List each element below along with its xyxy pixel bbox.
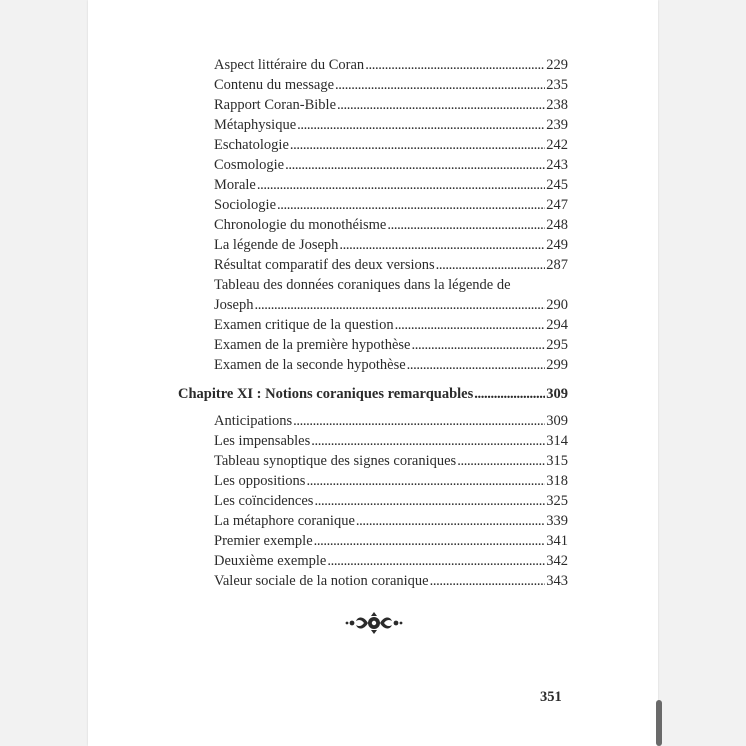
leader-dots	[387, 216, 545, 234]
toc-entry	[214, 432, 568, 450]
toc-entry	[214, 316, 568, 334]
toc-entry-title: Sociologie	[214, 197, 277, 213]
toc-entry-page: 294	[546, 317, 568, 333]
toc-entry-page: 243	[546, 157, 568, 173]
toc-entry-title: Aspect littéraire du Coran	[214, 57, 365, 73]
leader-dots	[474, 385, 545, 403]
toc-entry-page: 309	[546, 413, 568, 429]
leader-dots	[314, 492, 545, 510]
toc-entry	[214, 76, 568, 94]
toc-entry-page: 290	[546, 297, 568, 313]
toc-entry-title: Examen critique de la question	[214, 317, 394, 333]
toc-entry	[214, 136, 568, 154]
toc-entry-title: Cosmologie	[214, 157, 285, 173]
leader-dots	[327, 552, 545, 570]
leader-dots	[297, 116, 545, 134]
toc-entry	[214, 492, 568, 510]
leader-dots	[293, 412, 545, 430]
toc-entry-title: Anticipations	[214, 413, 293, 429]
toc-entry-title: Morale	[214, 177, 256, 193]
toc-entry	[214, 572, 568, 590]
toc-entry	[214, 216, 568, 234]
leader-dots	[337, 96, 545, 114]
toc-entry-title-line2: Joseph	[214, 297, 254, 313]
toc-entry-page: 229	[546, 57, 568, 73]
page-number: 351	[540, 689, 562, 705]
toc-entry-title: Deuxième exemple	[214, 553, 327, 569]
leader-dots	[395, 316, 546, 334]
toc-entry	[214, 196, 568, 214]
toc-entry	[214, 256, 568, 274]
toc-entry-title: Valeur sociale de la notion coranique	[214, 573, 429, 589]
leader-dots	[356, 512, 545, 530]
leader-dots	[257, 176, 545, 194]
toc-entry	[214, 236, 568, 254]
leader-dots	[411, 336, 545, 354]
leader-dots	[365, 56, 545, 74]
toc-entry	[214, 176, 568, 194]
toc-entry-page: 242	[546, 137, 568, 153]
toc-entry	[214, 452, 568, 470]
toc-entry-page: 318	[546, 473, 568, 489]
toc-entry-page: 247	[546, 197, 568, 213]
toc-entry-title: Examen de la première hypothèse	[214, 337, 411, 353]
toc-entry-page: 245	[546, 177, 568, 193]
toc-entry-page: 248	[546, 217, 568, 233]
toc-entry-page: 299	[546, 357, 568, 373]
chapter-heading	[178, 385, 568, 403]
toc-entry-title: La métaphore coranique	[214, 513, 355, 529]
toc-entry	[214, 336, 568, 354]
leader-dots	[277, 196, 545, 214]
toc-entry-page: 235	[546, 77, 568, 93]
toc-entry	[214, 356, 568, 374]
toc-entry-page: 341	[546, 533, 568, 549]
toc-entry	[214, 296, 568, 314]
toc-entry-title: Tableau synoptique des signes coraniques	[214, 453, 457, 469]
toc-entry-title: Métaphysique	[214, 117, 297, 133]
toc-entry-page: 238	[546, 97, 568, 113]
toc-entry-page: 339	[546, 513, 568, 529]
chapter-page: 309	[546, 386, 568, 402]
toc-entry	[214, 116, 568, 134]
leader-dots	[436, 256, 546, 274]
toc-entry-page: 239	[546, 117, 568, 133]
toc-entry-page: 295	[546, 337, 568, 353]
leader-dots	[290, 136, 545, 154]
toc-entry	[214, 472, 568, 490]
toc-entry	[214, 96, 568, 114]
toc-entry-title: Premier exemple	[214, 533, 313, 549]
leader-dots	[311, 432, 545, 450]
toc-entry-page: 315	[546, 453, 568, 469]
leader-dots	[430, 572, 546, 590]
toc-entry-title-line1: Tableau des données coraniques dans la légende de	[214, 277, 511, 293]
toc-entry-page: 249	[546, 237, 568, 253]
toc-entry	[214, 512, 568, 530]
fleuron-ornament-icon	[344, 612, 404, 634]
toc-entry-title: Examen de la seconde hypothèse	[214, 357, 406, 373]
toc-entry-title: Les impensables	[214, 433, 311, 449]
toc-entry-page: 314	[546, 433, 568, 449]
toc-entry-title: Les oppositions	[214, 473, 306, 489]
toc-entry-page: 325	[546, 493, 568, 509]
toc-entry	[214, 532, 568, 550]
toc-entry-page: 343	[546, 573, 568, 589]
leader-dots	[314, 532, 546, 550]
leader-dots	[306, 472, 545, 490]
leader-dots	[254, 296, 545, 314]
toc-entry-title: Chronologie du monothéisme	[214, 217, 387, 233]
toc-entry-title: Eschatologie	[214, 137, 289, 153]
scrollbar-thumb[interactable]	[656, 700, 662, 746]
leader-dots	[339, 236, 545, 254]
toc-entry	[214, 412, 568, 430]
leader-dots	[407, 356, 546, 374]
leader-dots	[285, 156, 545, 174]
toc-entry-title: Résultat comparatif des deux versions	[214, 257, 435, 273]
toc-entry	[214, 156, 568, 174]
toc-entry-title: Rapport Coran-Bible	[214, 97, 337, 113]
toc-entry-title: La légende de Joseph	[214, 237, 339, 253]
toc-entry-page: 342	[546, 553, 568, 569]
leader-dots	[335, 76, 545, 94]
toc-entry-page: 287	[546, 257, 568, 273]
toc-entry	[214, 552, 568, 570]
leader-dots	[457, 452, 545, 470]
chapter-title: Chapitre XI : Notions coraniques remarquables	[178, 386, 474, 402]
toc-entry-title: Les coïncidences	[214, 493, 314, 509]
toc-entry-title: Contenu du message	[214, 77, 335, 93]
toc-entry	[214, 56, 568, 74]
